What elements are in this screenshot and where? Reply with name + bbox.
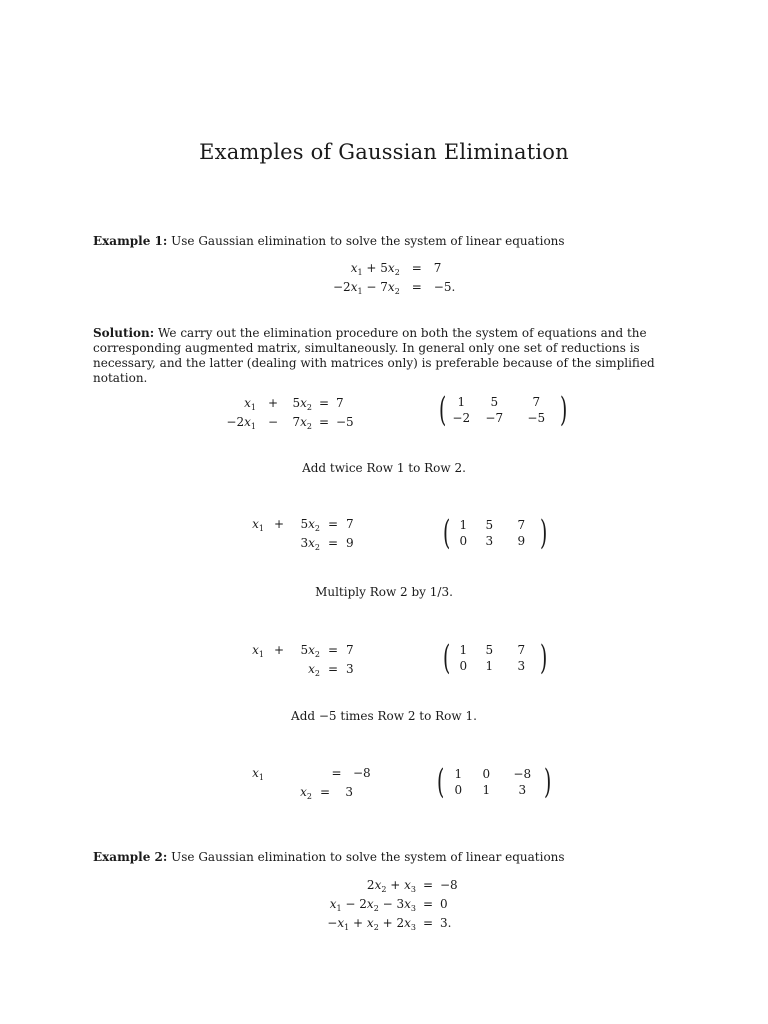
matrix-cell: 0	[459, 534, 468, 548]
system-step-1: $x_1$ + $5x_2$ = 7 $3x_2$ = 9	[252, 517, 354, 552]
matrix-cell: −7	[485, 411, 504, 425]
example1-rhs: 7	[433, 261, 442, 275]
matrix-step-0: ( 1 5 7 −2 −7 −5 )	[438, 390, 568, 430]
example2-text: Use Gaussian elimination to solve the system of linear equations	[171, 850, 565, 864]
matrix-cell: 1	[482, 783, 491, 797]
example2-rhs: −8	[440, 878, 458, 892]
system-rhs: 3	[346, 662, 354, 676]
example1-system: $x_1 + 5x_2$ = 7 $-2x_1 - 7x_2$ = −5.	[333, 261, 456, 296]
example2-rhs: 0	[440, 897, 448, 911]
matrix-cell: 5	[490, 395, 499, 409]
page-title: Examples of Gaussian Elimination	[199, 140, 569, 164]
matrix-cell: 0	[482, 767, 491, 781]
system-step-0: $x_1$ + $5x_2$ = 7 $-2x_1$ − $7x_2$ = −5	[226, 396, 354, 431]
step-text: Multiply Row 2 by 1/3.	[315, 585, 453, 599]
system-rhs: 3	[345, 785, 353, 799]
matrix-cell: 9	[517, 534, 526, 548]
matrix-cell: −8	[513, 767, 532, 781]
example1-label: Example 1:	[93, 234, 168, 248]
example2-system: $2x_2 + x_3$ = −8 $x_1 - 2x_2 - 3x_3$ = 0 $-x_1 + x_2 + 2x_3$ = 3.	[327, 878, 458, 932]
example2-paragraph	[93, 850, 703, 865]
system-rhs: −8	[352, 766, 371, 780]
example1-paragraph	[93, 234, 703, 249]
matrix-cell: 1	[454, 767, 463, 781]
example2-label: Example 2:	[93, 850, 168, 864]
example1-text: Use Gaussian elimination to solve the system of linear equations	[171, 234, 565, 248]
matrix-cell: 5	[485, 643, 494, 657]
matrix-cell: 7	[532, 395, 541, 409]
matrix-cell: 1	[457, 395, 466, 409]
step-text: Add twice Row 1 to Row 2.	[302, 461, 466, 475]
matrix-cell: −2	[452, 411, 471, 425]
matrix-cell: 5	[485, 518, 494, 532]
matrix-cell: 1	[459, 643, 468, 657]
matrix-cell: 1	[459, 518, 468, 532]
matrix-cell: 3	[517, 659, 526, 673]
matrix-cell: 0	[459, 659, 468, 673]
solution-paragraph	[93, 326, 703, 386]
solution-text: We carry out the elimination procedure on both the system of equations and the corresponding augmented matrix, simultaneously. In general only one set of reductions is necessary, and the latter (dealing with matrices only) is preferable because of the simplified notation.	[93, 326, 655, 385]
solution-label: Solution:	[93, 326, 155, 340]
system-step-2: $x_1$ + $5x_2$ = 7 $x_2$ = 3	[252, 643, 354, 678]
matrix-cell: −5	[527, 411, 546, 425]
matrix-cell: 3	[518, 783, 527, 797]
matrix-cell: 7	[517, 518, 526, 532]
matrix-step-1: ( 1 5 7 0 3 9 )	[442, 513, 548, 553]
example1-rhs: −5.	[433, 280, 456, 294]
matrix-cell: 7	[517, 643, 526, 657]
system-rhs: 7	[336, 396, 344, 410]
matrix-cell: 0	[454, 783, 463, 797]
matrix-cell: 3	[485, 534, 494, 548]
system-rhs: −5	[336, 415, 354, 429]
example2-rhs: 3.	[440, 916, 452, 930]
matrix-step-2: ( 1 5 7 0 1 3 )	[442, 638, 548, 678]
system-rhs: 7	[346, 643, 354, 657]
step-text: Add −5 times Row 2 to Row 1.	[291, 709, 477, 723]
system-rhs: 9	[346, 536, 354, 550]
system-step-3: $x_1$ = −8 $x_2$ = 3	[252, 766, 371, 801]
system-rhs: 7	[346, 517, 354, 531]
matrix-cell: 1	[485, 659, 494, 673]
matrix-step-3: ( 1 0 −8 0 1 3 )	[436, 762, 552, 802]
